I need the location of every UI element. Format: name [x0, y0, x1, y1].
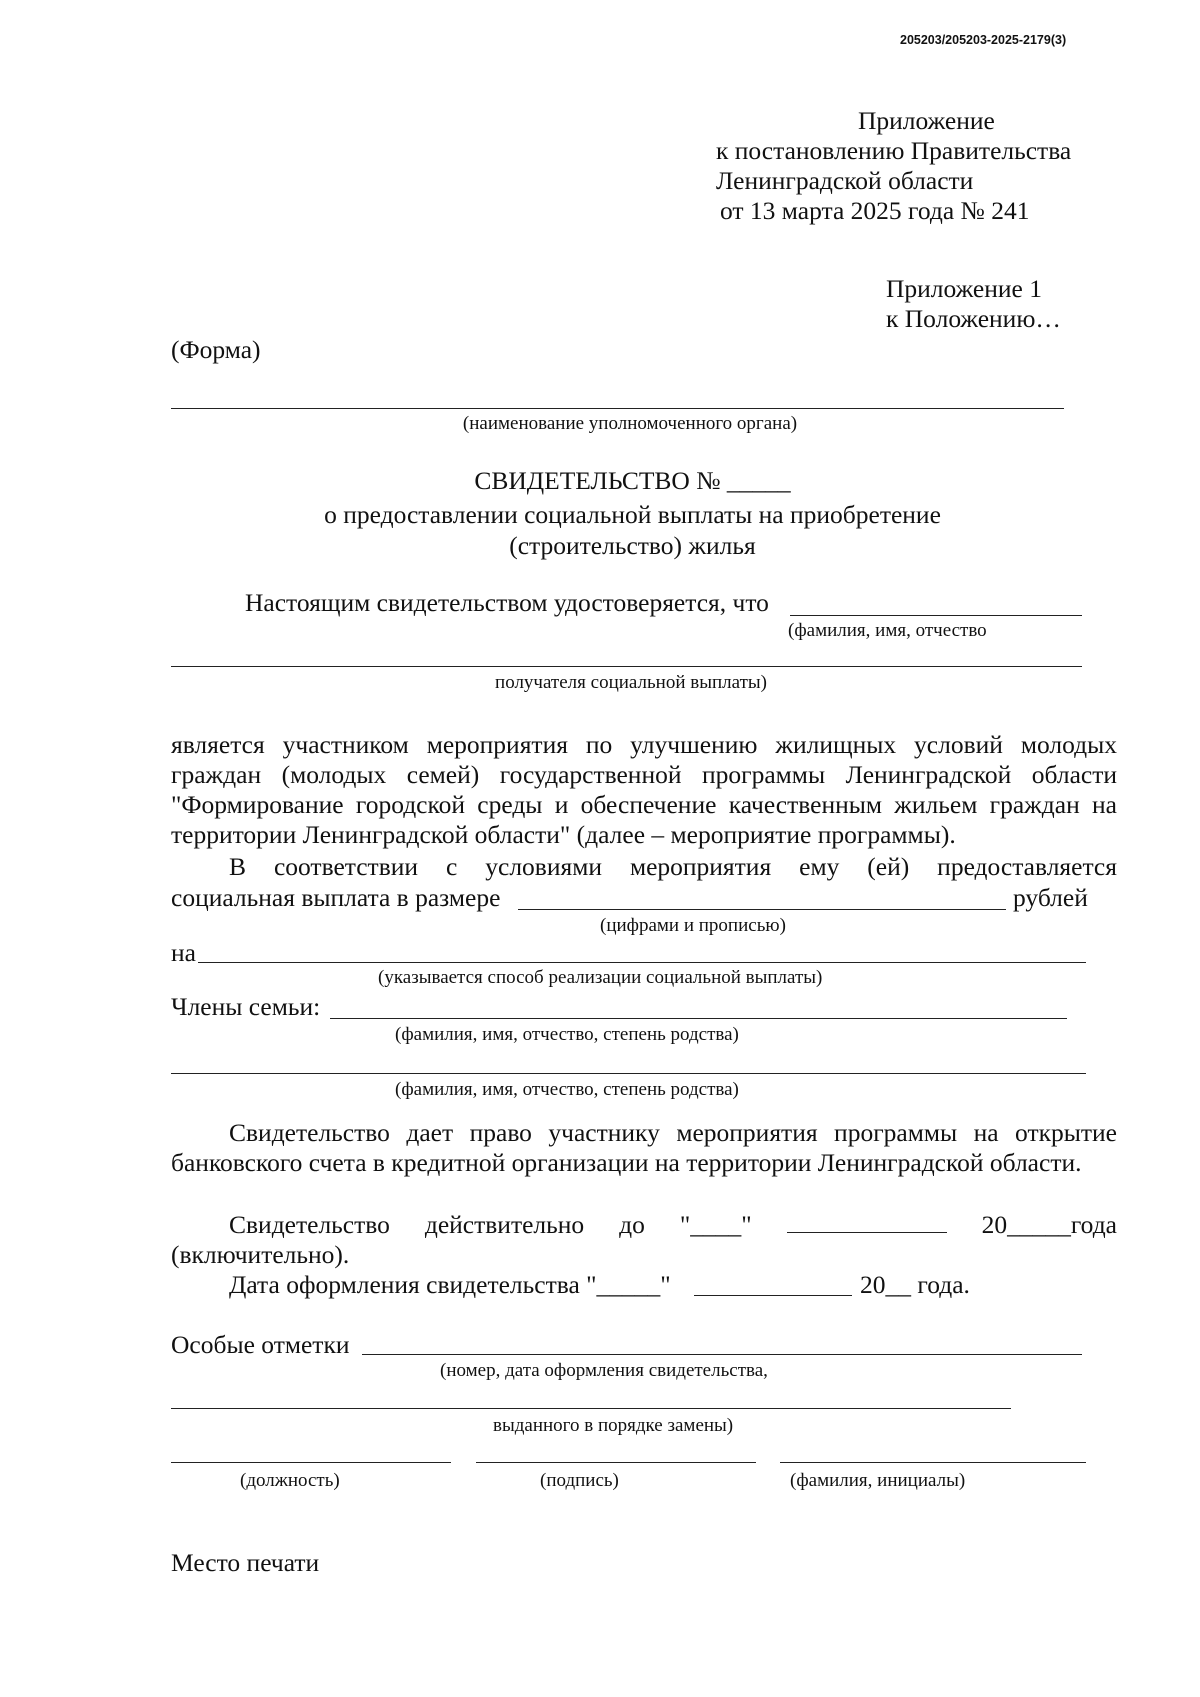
name-line	[780, 1462, 1086, 1463]
appendix1-line1: Приложение 1	[886, 274, 1042, 303]
method-prefix: на	[171, 938, 196, 967]
appendix-header-line2: к постановлению Правительства	[716, 136, 1072, 165]
payment-line-word: В	[229, 852, 247, 881]
appendix-header-line4: от 13 марта 2025 года № 241	[720, 196, 1030, 225]
validity-month-line	[787, 1210, 947, 1233]
family-line-1	[330, 1018, 1067, 1019]
issue-month-line	[694, 1295, 852, 1296]
special-marks-caption-2: выданного в порядке замены)	[493, 1415, 734, 1436]
payment-line-word: мероприятия	[629, 852, 772, 881]
special-marks-caption-1: (номер, дата оформления свидетельства,	[440, 1360, 768, 1381]
appendix1-line2: к Положению…	[886, 304, 1061, 333]
payment-line-word: соответствии	[273, 852, 419, 881]
recipient-name-line-2	[171, 666, 1082, 667]
name-caption: (фамилия, инициалы)	[790, 1470, 966, 1491]
validity-line-2: (включительно).	[171, 1240, 350, 1269]
rights-paragraph: Свидетельство дает право участнику мероприятия программы на открытие банковского счета в кредитной организации на территории Ленинградской области.	[171, 1118, 1117, 1177]
payment-line-word: условиями	[485, 852, 602, 881]
special-marks-line-2	[171, 1408, 1011, 1409]
position-caption: (должность)	[240, 1470, 340, 1491]
family-caption-1: (фамилия, имя, отчество, степень родства)	[395, 1024, 739, 1045]
family-label: Члены семьи:	[171, 992, 321, 1021]
authority-line	[171, 408, 1064, 409]
recipient-caption-1: (фамилия, имя, отчество	[788, 620, 987, 641]
payment-line-word: с	[445, 852, 458, 881]
certificate-subtitle-2: (строительство) жилья	[509, 531, 756, 560]
authority-caption: (наименование уполномоченного органа)	[462, 413, 798, 434]
certificate-title: СВИДЕТЕЛЬСТВО № _____	[474, 466, 791, 495]
certificate-subtitle-1: о предоставлении социальной выплаты на приобретение	[324, 500, 941, 529]
payment-caption: (цифрами и прописью)	[600, 915, 786, 936]
payment-line-word: предоставляется	[937, 852, 1117, 881]
validity-word-3: до	[619, 1210, 645, 1239]
family-line-2	[171, 1073, 1086, 1074]
family-caption-2: (фамилия, имя, отчество, степень родства)	[395, 1079, 739, 1100]
signature-line	[476, 1462, 756, 1463]
payment-amount-line	[518, 909, 1006, 910]
payment-line-1	[229, 852, 1117, 882]
form-label: (Форма)	[171, 335, 261, 364]
validity-year: 20_____года	[981, 1210, 1117, 1239]
method-caption: (указывается способ реализации социальной выплаты)	[378, 967, 823, 988]
special-marks-label: Особые отметки	[171, 1330, 350, 1359]
issue-date-prefix: Дата оформления свидетельства "_____"	[229, 1270, 671, 1299]
payment-prefix: социальная выплата в размере	[171, 883, 501, 912]
recipient-caption-2: получателя социальной выплаты)	[495, 672, 767, 693]
appendix-header-line3: Ленинградской области	[716, 166, 974, 195]
validity-day: "____"	[679, 1210, 752, 1239]
issue-date-year: 20__ года.	[860, 1270, 970, 1299]
appendix-header-line1: Приложение	[858, 106, 995, 135]
special-marks-line-1	[362, 1354, 1082, 1355]
method-line	[198, 962, 1086, 963]
stamp-place: Место печати	[171, 1548, 320, 1577]
payment-line-word: (ей)	[867, 852, 910, 881]
recipient-name-line	[790, 615, 1082, 616]
validity-word-1: Свидетельство	[229, 1210, 390, 1239]
participant-paragraph: является участником мероприятия по улучшению жилищных условий молодых граждан (молодых семей) государственной программы Ленинградской области "Формирование городской среды и обеспечение качественным жильем граждан на территории Ленинградской области" (далее – мероприятие программы).	[171, 730, 1117, 849]
validity-word-2: действительно	[424, 1210, 585, 1239]
position-line	[171, 1462, 451, 1463]
validity-line	[229, 1210, 1117, 1240]
signature-caption: (подпись)	[540, 1470, 619, 1491]
certify-text: Настоящим свидетельством удостоверяется, что	[245, 588, 769, 617]
payment-line-word: ему	[799, 852, 840, 881]
payment-suffix: рублей	[1013, 883, 1088, 912]
document-id: 205203/205203-2025-2179(3)	[900, 33, 1067, 47]
